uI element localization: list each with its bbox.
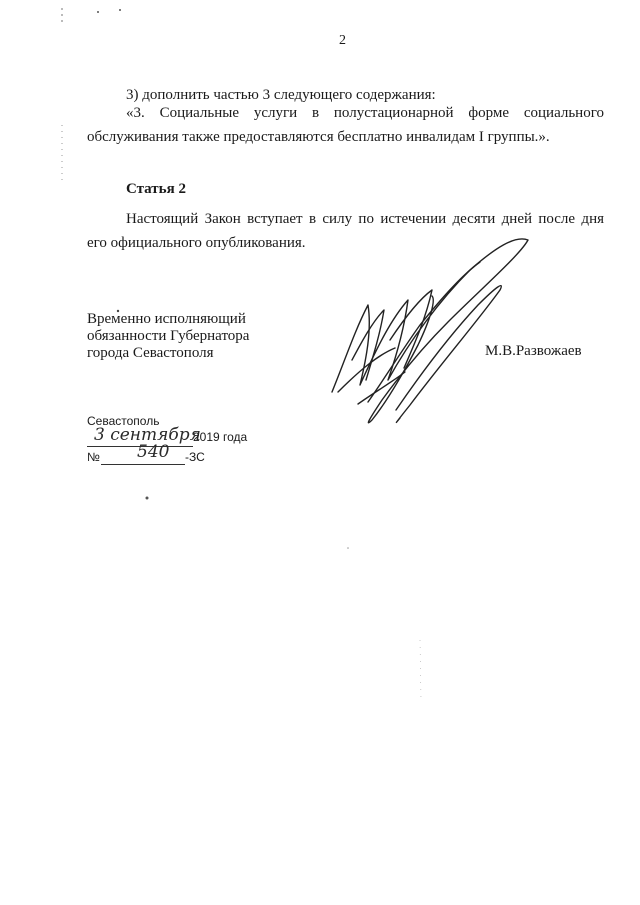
- signatory-name: М.В.Развожаев: [485, 343, 582, 359]
- law-line-2: его официального опубликования.: [87, 235, 306, 251]
- number-underline: [101, 464, 185, 465]
- date-year: 2019 года: [193, 430, 248, 444]
- number-prefix: №: [87, 450, 100, 464]
- signatory-title-line-1: Временно исполняющий: [87, 311, 246, 327]
- number-handwritten: 540: [137, 442, 170, 462]
- article-heading: Статья 2: [126, 181, 186, 197]
- signatory-title-line-2: обязанности Губернатора: [87, 328, 250, 344]
- page-number: 2: [339, 33, 346, 48]
- date-handwritten: 3 сентября: [94, 425, 201, 445]
- law-line-1: Настоящий Закон вступает в силу по истечении десяти дней после дня: [126, 211, 604, 227]
- number-suffix: -ЗС: [185, 450, 205, 464]
- city-label: Севастополь: [87, 414, 160, 428]
- item3-intro: 3) дополнить частью 3 следующего содержания:: [126, 87, 436, 103]
- signatory-title-line-3: города Севастополя: [87, 345, 214, 361]
- quote-line-1: «3. Социальные услуги в полустационарной форме социального: [126, 105, 604, 121]
- quote-line-2: обслуживания также предоставляются бесплатно инвалидам I группы.».: [87, 129, 550, 145]
